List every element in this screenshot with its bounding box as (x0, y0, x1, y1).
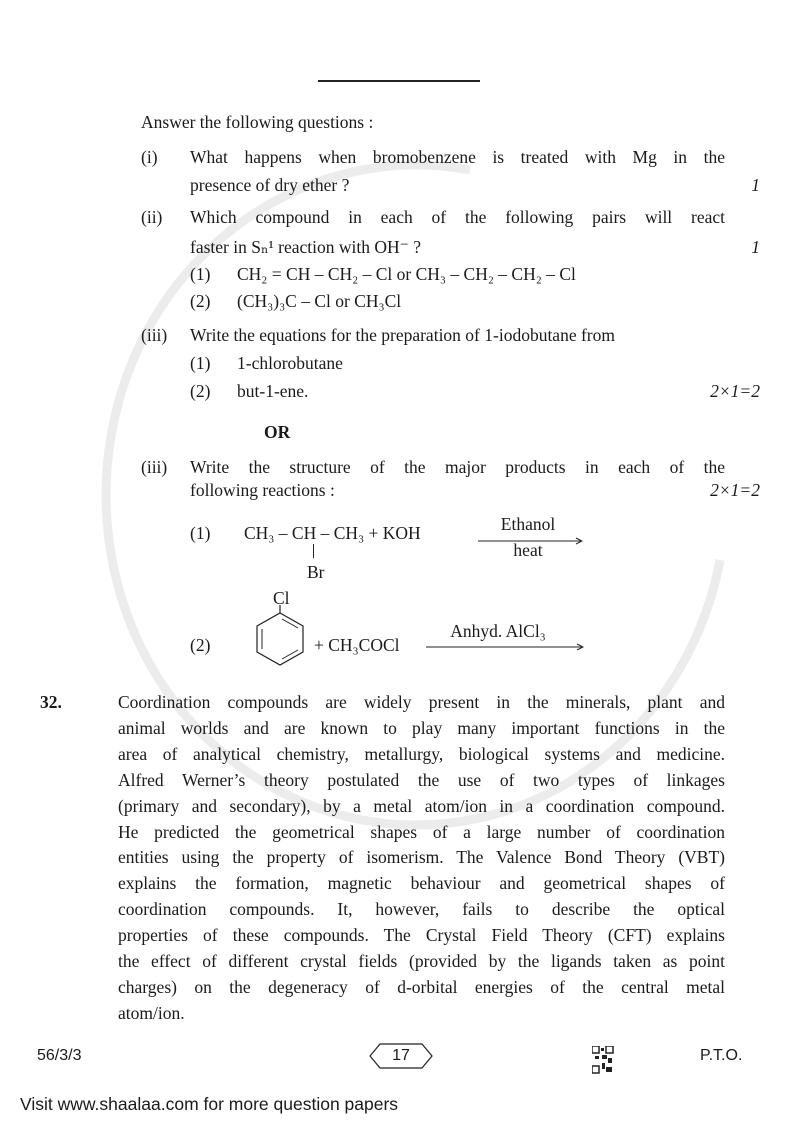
q-i-line1: What happens when bromobenzene is treated with Mg in the (190, 147, 725, 167)
q32-line: entities using the property of isomerism. The Valence Bond Theory (VBT) (118, 847, 725, 868)
qr-code-icon (592, 1046, 614, 1074)
page-number: 17 (392, 1047, 410, 1064)
r2-cl: Cl (273, 588, 290, 608)
q32-line: properties of these compounds. The Crystal Field Theory (CFT) explains (118, 925, 725, 946)
q-ii-line1: Which compound in each of the following pairs will react (190, 207, 725, 227)
q-iii-marks: 2×1=2 (710, 381, 760, 401)
q32-num: 32. (40, 692, 62, 712)
q-ii-line2: faster in Sₙ¹ reaction with OH⁻ ? (190, 237, 422, 257)
q32-line: Alfred Werner’s theory postulated the use of two types of linkages (118, 769, 725, 790)
q-i-line2: presence of dry ether ? (190, 175, 350, 195)
q-iii-alt-num: (iii) (141, 457, 168, 477)
r2-num: (2) (190, 635, 211, 655)
q-i-marks: 1 (751, 175, 760, 195)
q-iii-num: (iii) (141, 325, 168, 345)
q32-line: Coordination compounds are widely present in the minerals, plant and (118, 692, 725, 712)
r1-br: Br (307, 562, 325, 582)
q-ii-num: (ii) (141, 207, 163, 227)
q-iii-alt-line2: following reactions : (190, 480, 335, 500)
or-label: OR (264, 422, 291, 442)
r1-condition-bottom: heat (513, 540, 543, 560)
q-ii-p2-num: (2) (190, 291, 211, 311)
q32-line: atom/ion. (118, 1002, 185, 1023)
q32-line: the effect of different crystal fields (provided by the ligands taken as point (118, 951, 725, 971)
q32-line: (primary and secondary), by a metal atom/ion in a coordination compound. (118, 795, 725, 816)
q32-line: He predicted the geometrical shapes of a large number of coordination (118, 821, 725, 842)
r1-formula: CH₃ – CH – CH₃ + KOH (244, 523, 421, 543)
q-iii-p2-num: (2) (190, 381, 211, 401)
r1-condition-top: Ethanol (500, 514, 556, 534)
q-ii-marks: 1 (751, 237, 760, 257)
pto-label: P.T.O. (700, 1047, 743, 1064)
q-ii-p1-num: (1) (190, 264, 211, 284)
benzene-ring-icon (250, 605, 310, 673)
footer-code: 56/3/3 (37, 1047, 82, 1064)
r1-num: (1) (190, 523, 211, 543)
r2-formula: + CH₃COCl (314, 635, 400, 655)
q32-line: coordination compounds. It, however, fails to describe the optical (118, 899, 725, 920)
q-iii-line1: Write the equations for the preparation of 1-iodobutane from (190, 325, 615, 345)
r1-bond (313, 544, 314, 558)
q-iii-p1-num: (1) (190, 353, 211, 373)
q-i-num: (i) (141, 147, 158, 167)
q-iii-p1: 1-chlorobutane (237, 353, 343, 373)
q32-line: animal worlds and are known to play many important functions in the (118, 717, 725, 738)
visit-link[interactable]: Visit www.shaalaa.com for more question papers (20, 1094, 399, 1114)
top-rule (318, 80, 480, 82)
r2-condition-top: Anhyd. AlCl₃ (450, 621, 546, 641)
q-iii-alt-line1: Write the structure of the major products in each of the (190, 457, 725, 477)
r2-arrow (426, 643, 584, 651)
q32-line: explains the formation, magnetic behaviour and geometrical shapes of (118, 873, 725, 894)
q-iii-alt-marks: 2×1=2 (710, 480, 760, 500)
intro: Answer the following questions : (141, 112, 374, 132)
q-ii-p2: (CH₃)₃C – Cl or CH₃Cl (237, 291, 402, 311)
q32-line: area of analytical chemistry, metallurgy, biological systems and medicine. (118, 743, 725, 764)
q-iii-p2: but-1-ene. (237, 381, 309, 401)
q-ii-p1: CH₂ = CH – CH₂ – Cl or CH₃ – CH₂ – CH₂ – Cl (237, 264, 576, 284)
q32-line: charges) on the degeneracy of d-orbital energies of the central metal (118, 976, 725, 997)
